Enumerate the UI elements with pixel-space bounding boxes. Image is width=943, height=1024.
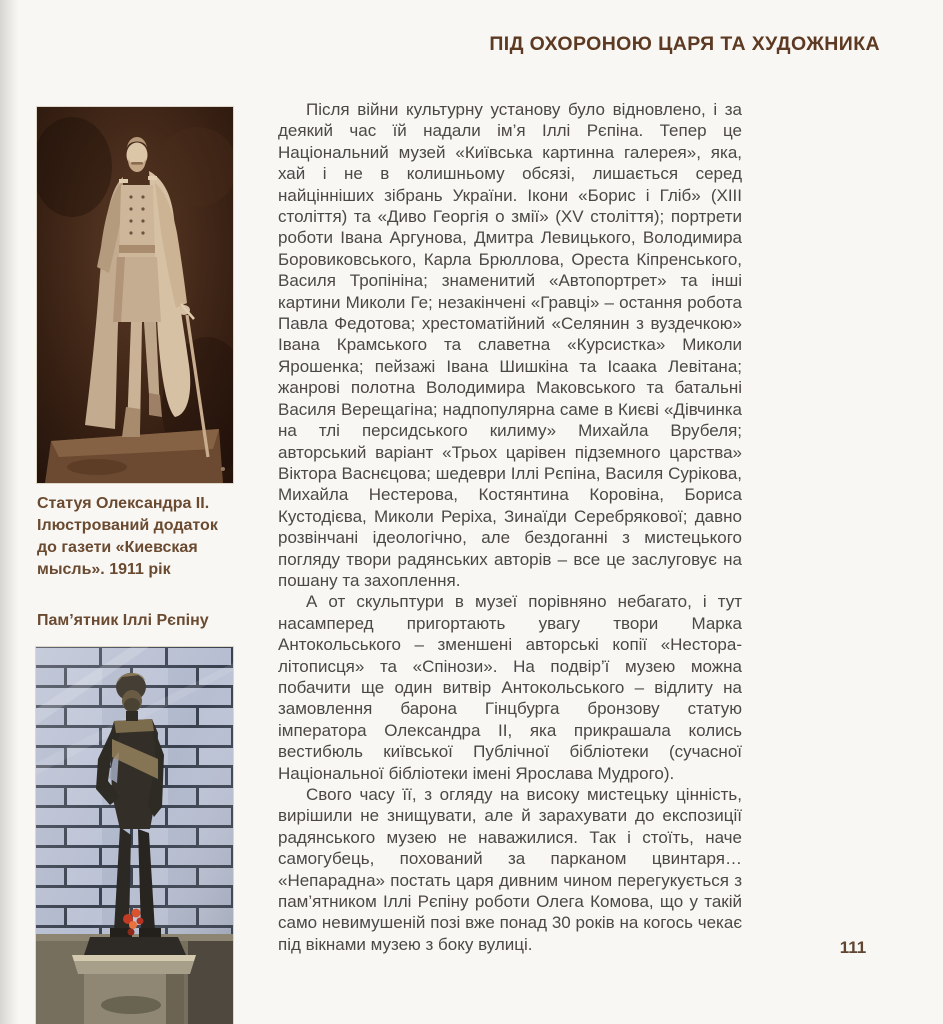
- chapter-header: ПІД ОХОРОНОЮ ЦАРЯ ТА ХУДОЖНИКА: [489, 33, 880, 55]
- paragraph-1: Після війни культурну установу було відновлено, і за деякий час їй надали ім’я Іллі Рєпіна. Тепер це Національний музей «Київська картинна галерея», яка, хай і не в колишньому обсязі, лишається серед найцінніших зібрань України. Ікони «Борис і Гліб» (XIII століття) та «Диво Георгія о змії» (XV століття); портрети роботи Івана Аргунова, Дмитра Левицького, Володимира Боровиковського, Карла Брюллова, Ореста Кіпренського, Василя Тропініна; знаменитий «Автопортрет» та інші картини Миколи Ге; незакінчені «Гравці» – остання робота Павла Федотова; хрестоматійний «Селянин з вуздечкою» Івана Крамського та славетна «Курсистка» Миколи Ярошенка; пейзажі Івана Шишкіна та Ісаака Левітана; жанрові полотна Володимира Маковського та батальні Василя Верещагіна; надпопулярна саме в Києві «Дівчинка на тлі персидського килиму» Михайла Врубеля; авторський варіант «Трьох царівен підземного царства» Віктора Васнєцова; шедеври Іллі Рєпіна, Василя Сурікова, Михайла Нестерова, Костянтина Коровіна, Бориса Кустодієва, Миколи Реріха, Зинаїди Серебрякової; давно розвінчані ідеологічно, але бездоганні з мистецького погляду твори радянських авторів – все це заслуговує на пошану та захоплення.: [278, 100, 742, 590]
- alexander-statue-photo: [37, 107, 233, 483]
- caption-alexander: Статуя Олександра II. Ілюстрований додаток до газети «Киевская мысль». 1911 рік: [37, 495, 218, 578]
- caption-repin: Пам’ятник Іллі Рєпіну: [37, 612, 209, 629]
- page-gutter-shadow: [0, 0, 18, 1024]
- paragraph-3: Свого часу її, з огляду на високу мистецьку цінність, вирішили не знищувати, але й зарахувати до експозиції радянського музею не наважилися. Так і стоїть, наче самогубець, похований за парканом цвинтаря… «Непарадна» постать царя дивним чином перегукується з пам’ятником Іллі Рєпіну роботи Олега Комова, що у такій само невимушеній позі вже понад 30 років на когось чекає під вікнами музею з боку вулиці.: [278, 785, 742, 954]
- page-number: 111: [839, 938, 867, 957]
- article-text: [278, 99, 742, 955]
- repin-monument-photo: [36, 647, 233, 1024]
- paragraph-2: А от скульптури в музеї порівняно небагато, і тут насамперед пригортають увагу твори Марка Антокольського – зменшені авторські копії «Нестора-літописця» та «Спінози». На подвір’ї музею можна побачити ще один витвір Антокольського – відлиту на замовлення барона Гінцбурга бронзову статую імператора Олександра II, яка прикрашала колись вестибюль київської Публічної бібліотеки (сучасної Національної бібліотеки імені Ярослава Мудрого).: [278, 592, 742, 783]
